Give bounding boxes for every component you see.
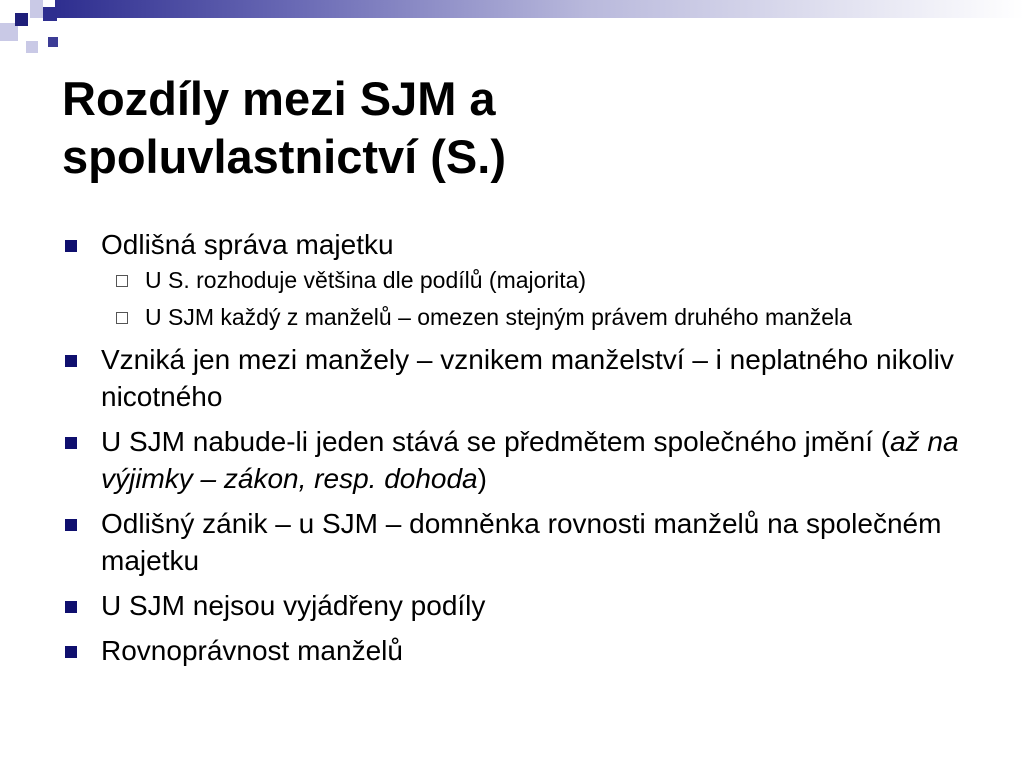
bullet-item: [62, 632, 982, 669]
decor-square-light: [26, 41, 38, 53]
bullet-text: Vzniká jen mezi manžely – vznikem manželství – i neplatného nikoliv nicotného: [101, 344, 954, 412]
hollow-square-bullet-icon: [116, 312, 128, 324]
decor-square-navy: [15, 13, 28, 26]
bullet-item: [62, 423, 982, 497]
square-bullet-icon: [65, 601, 77, 613]
square-bullet-icon: [65, 355, 77, 367]
bullet-text-part: U SJM nabude-li jeden stává se předmětem společného jmění (: [101, 426, 891, 457]
slide-title-line-2: spoluvlastnictví (S.): [62, 130, 506, 183]
bullet-list: [62, 226, 982, 677]
hollow-square-bullet-icon: [116, 275, 128, 287]
decor-square-navy: [43, 7, 57, 21]
bullet-text: [101, 426, 959, 494]
decor-square-light: [30, 0, 43, 18]
bullet-text-italic: až na výjimky – zákon, resp. dohoda: [101, 426, 959, 494]
slide-title: [62, 70, 962, 186]
sub-bullet-item: [101, 302, 982, 333]
bullet-text: Rovnoprávnost manželů: [101, 635, 403, 666]
square-bullet-icon: [65, 519, 77, 531]
sub-bullet-text: U S. rozhoduje většina dle podílů (majorita): [145, 267, 587, 293]
bullet-text-part: ): [477, 463, 487, 494]
decor-square-navy: [48, 37, 58, 47]
bullet-item: [62, 226, 982, 333]
header-gradient-bar: [55, 0, 1024, 18]
sub-bullet-list: [101, 265, 982, 333]
sub-bullet-text: U SJM každý z manželů – omezen stejným právem druhého manžela: [145, 304, 852, 330]
bullet-text: Odlišný zánik – u SJM – domněnka rovnosti manželů na společném majetku: [101, 508, 942, 576]
bullet-item: [62, 587, 982, 624]
bullet-item: [62, 505, 982, 579]
square-bullet-icon: [65, 437, 77, 449]
square-bullet-icon: [65, 240, 77, 252]
square-bullet-icon: [65, 646, 77, 658]
slide-title-line-1: Rozdíly mezi SJM a: [62, 72, 496, 125]
sub-bullet-item: [101, 265, 982, 296]
bullet-text: U SJM nejsou vyjádřeny podíly: [101, 590, 486, 621]
bullet-text: Odlišná správa majetku: [101, 229, 394, 260]
bullet-item: [62, 341, 982, 415]
